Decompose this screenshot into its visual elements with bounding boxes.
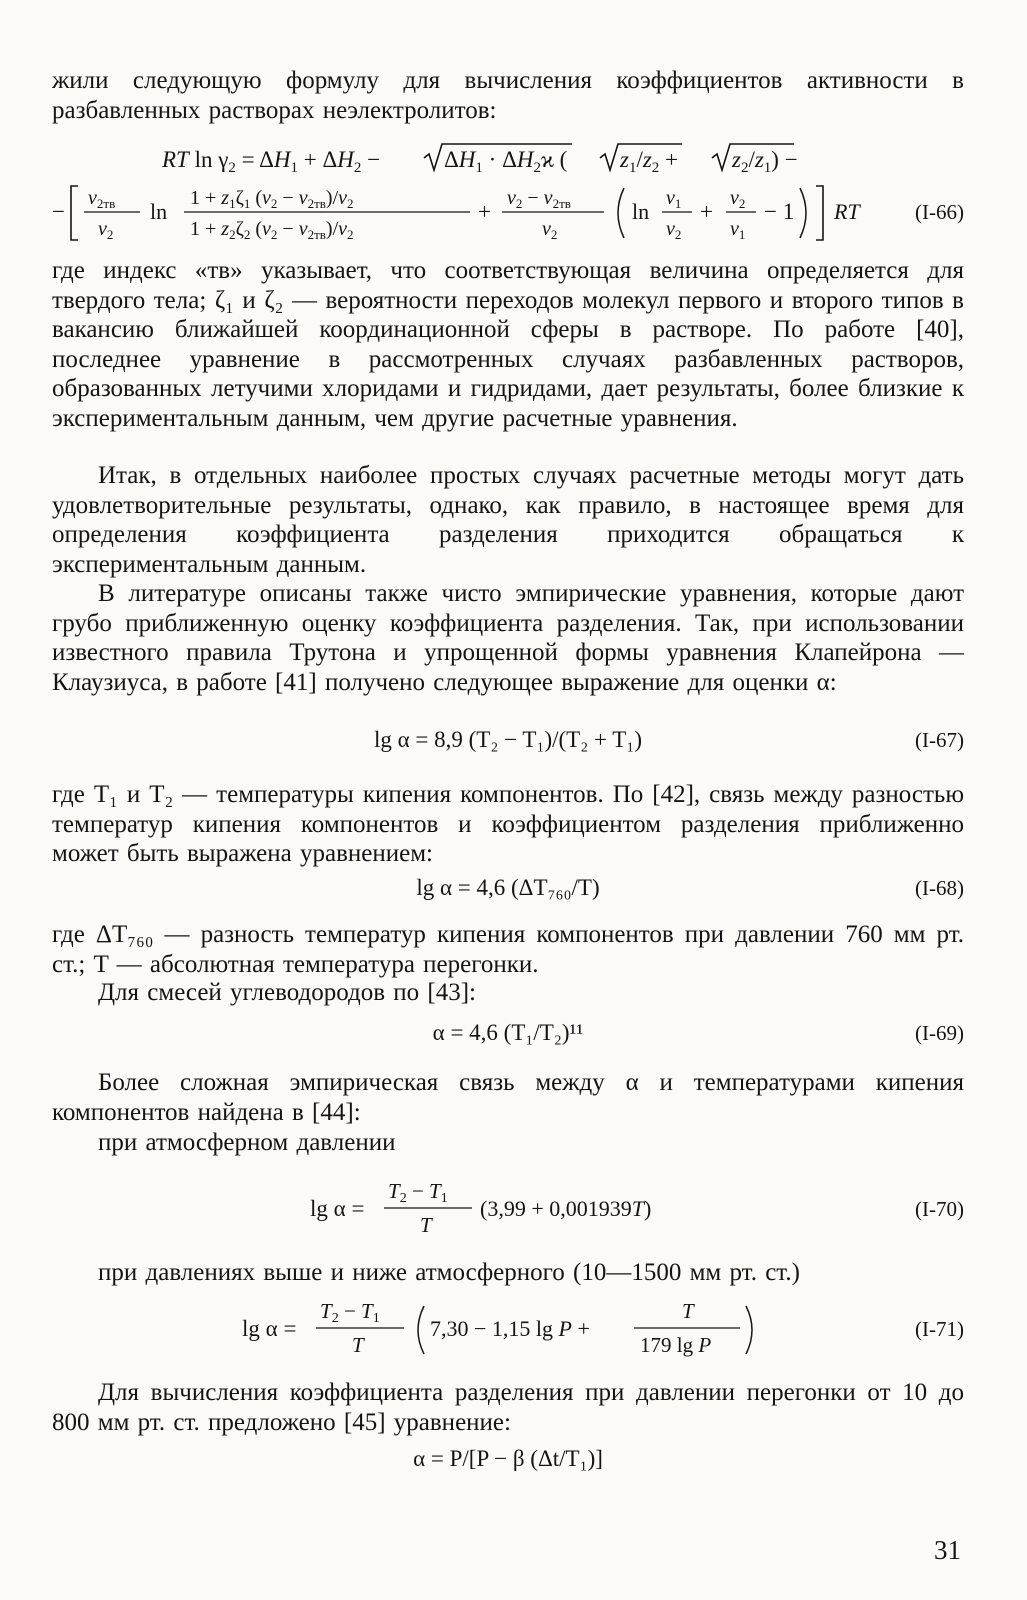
paragraph-atmospheric: при атмосферном давлении bbox=[98, 1129, 396, 1156]
svg-text:(3,99 + 0,001939T): (3,99 + 0,001939T) bbox=[480, 1196, 652, 1221]
equation-i66-line1 bbox=[52, 140, 964, 180]
svg-text:v2 − v2тв: $v_2 - v_{2тв}$ bbox=[507, 187, 571, 211]
svg-text:v1: $v_1$ bbox=[730, 218, 746, 242]
svg-text:v1: $v_1$ bbox=[666, 187, 682, 211]
svg-text:T2 − T1: T2 − T1 bbox=[388, 1179, 448, 1206]
svg-text:v2: $v_2$ bbox=[98, 218, 114, 242]
paragraph-tv-index: где индекс «тв» указывает, что соответствующая величина определяется для твердого тела; ζ₁ и ζ₂ — вероятности переходов молекул первого и второго типов в вакансию ближайшей координационной сферы в растворе. По работе [40], последнее уравнение в рассмотренных случаях разбавленных растворов, образованных летучими хлоридами и гидридами, дает результаты, более близкие к экспериментальным данным, чем другие расчетные уравнения. bbox=[52, 257, 964, 432]
equation-i68: lg α = 4,6 (ΔT₇₆₀/T) (I-68) bbox=[52, 873, 964, 903]
equation-number: (I-68) bbox=[915, 876, 964, 900]
paragraph-delta-t760: где ΔT₇₆₀ — разность температур кипения компонентов при давлении 760 мм рт. ст.; T — абсолютная температура перегонки. bbox=[52, 921, 964, 978]
svg-text:T2 − T1: T2 − T1 bbox=[320, 1299, 380, 1326]
equation-i70 bbox=[52, 1176, 964, 1242]
svg-text:RT: RT bbox=[834, 199, 860, 224]
svg-text:(I-71): (I-71) bbox=[915, 1317, 964, 1341]
paragraph-intro: жили следующую формулу для вычисления коэффициентов активности в разбавленных растворах неэлектролитов: bbox=[52, 67, 964, 124]
svg-text:lg α =: lg α = bbox=[242, 1316, 297, 1341]
svg-text:v2тв: $v_{2тв}$ bbox=[88, 187, 116, 211]
equation-i69: α = 4,6 (T₁/T₂)¹¹ (I-69) bbox=[52, 1018, 964, 1048]
paragraph-boiling-temps: где T₁ и T₂ — температуры кипения компонентов. По [42], связь между разностью температур кипения компонентов и коэффициентом разделения приближенно может быть выражена уравнением: bbox=[52, 781, 964, 867]
svg-text:7,30 − 1,15 lg P +: 7,30 − 1,15 lg P + bbox=[430, 1316, 590, 1341]
equation-i66-line2 bbox=[52, 182, 964, 244]
svg-text:v2: $v_2$ bbox=[730, 187, 746, 211]
equation-alpha-p: α = P/[P − β (Δt/T₁)] bbox=[413, 1446, 603, 1471]
svg-text:−: − bbox=[52, 199, 65, 224]
svg-text:T: T bbox=[352, 1333, 364, 1357]
svg-text:RT ln γ2 = ΔH1 + ΔH2 −: RT $\ln \gamma_2 = \Delta H_1 + \Delta H_2$ − bbox=[162, 147, 381, 176]
svg-text:+: + bbox=[478, 199, 491, 224]
svg-text:ln: ln bbox=[150, 199, 168, 224]
svg-text:T: T bbox=[682, 1299, 694, 1323]
svg-text:(I-70): (I-70) bbox=[915, 1197, 964, 1221]
svg-text:v2: $v_2$ bbox=[666, 218, 682, 242]
svg-text:lg α =: lg α = bbox=[310, 1196, 365, 1221]
paragraph-complex-relation: Более сложная эмпирическая связь между α и температурами кипения компонентов найдена в [44]: bbox=[52, 1069, 964, 1126]
paragraph-hydrocarbons: Для смесей углеводородов по [43]: bbox=[98, 979, 477, 1006]
svg-text:1 + z2ζ2 (v2 − v2тв)/v2: $1 + z_2\zeta_2$ $(v_2 - v_{2тв})/v_2$ bbox=[190, 218, 354, 242]
paragraph-empirical: В литературе описаны также чисто эмпирические уравнения, которые дают грубо приближенную оценку коэффициента разделения. Так, при использовании известного правила Трутона и упрощенной формы уравнения Клапейрона — Клаузиуса, в работе [41] получено следующее выражение для оценки α: bbox=[52, 580, 964, 696]
svg-text:z1/z2 +: $z_1/z_2$ + bbox=[620, 147, 679, 176]
svg-text:z2/z1) −: $z_2/z_1$) − bbox=[732, 147, 798, 176]
svg-text:ΔH1 · ΔH2ϰ (: $\Delta H_1 \cdot \Delta H_2ϰ$ ( bbox=[444, 147, 568, 176]
equation-i67: lg α = 8,9 (T₂ − T₁)/(T₂ + T₁) (I-67) bbox=[52, 725, 964, 755]
equation-number: (I-67) bbox=[915, 728, 964, 752]
svg-text:+: + bbox=[700, 199, 713, 224]
paragraph-other-pressures: при давлениях выше и ниже атмосферного (10—1500 мм рт. ст.) bbox=[98, 1259, 800, 1286]
svg-text:179 lg P: 179 lg P bbox=[640, 1333, 712, 1357]
paragraph-distillation-pressure: Для вычисления коэффициента разделения при давлении перегонки от 10 до 800 мм рт. ст. предложено [45] уравнение: bbox=[52, 1379, 964, 1436]
svg-text:ln: ln bbox=[632, 199, 650, 224]
paragraph-calc-methods: Итак, в отдельных наиболее простых случаях расчетные методы могут дать удовлетворительные результаты, однако, как правило, в настоящее время для определения коэффициента разделения приходится обращаться к экспериментальным данным. bbox=[52, 462, 964, 578]
svg-text:v2: $v_2$ bbox=[542, 218, 558, 242]
svg-text:1 + z1ζ1 (v2 − v2тв)/v2: $1 + z_1\zeta_1$ $(v_2 - v_{2тв})/v_2$ bbox=[190, 187, 354, 211]
equation-number: (I-69) bbox=[915, 1021, 964, 1045]
svg-text:(I-66): (I-66) bbox=[915, 200, 964, 224]
svg-text:T: T bbox=[420, 1213, 432, 1237]
page-number: 31 bbox=[934, 1535, 961, 1565]
equation-i71 bbox=[52, 1296, 964, 1362]
svg-text:− 1: − 1 bbox=[764, 199, 795, 224]
